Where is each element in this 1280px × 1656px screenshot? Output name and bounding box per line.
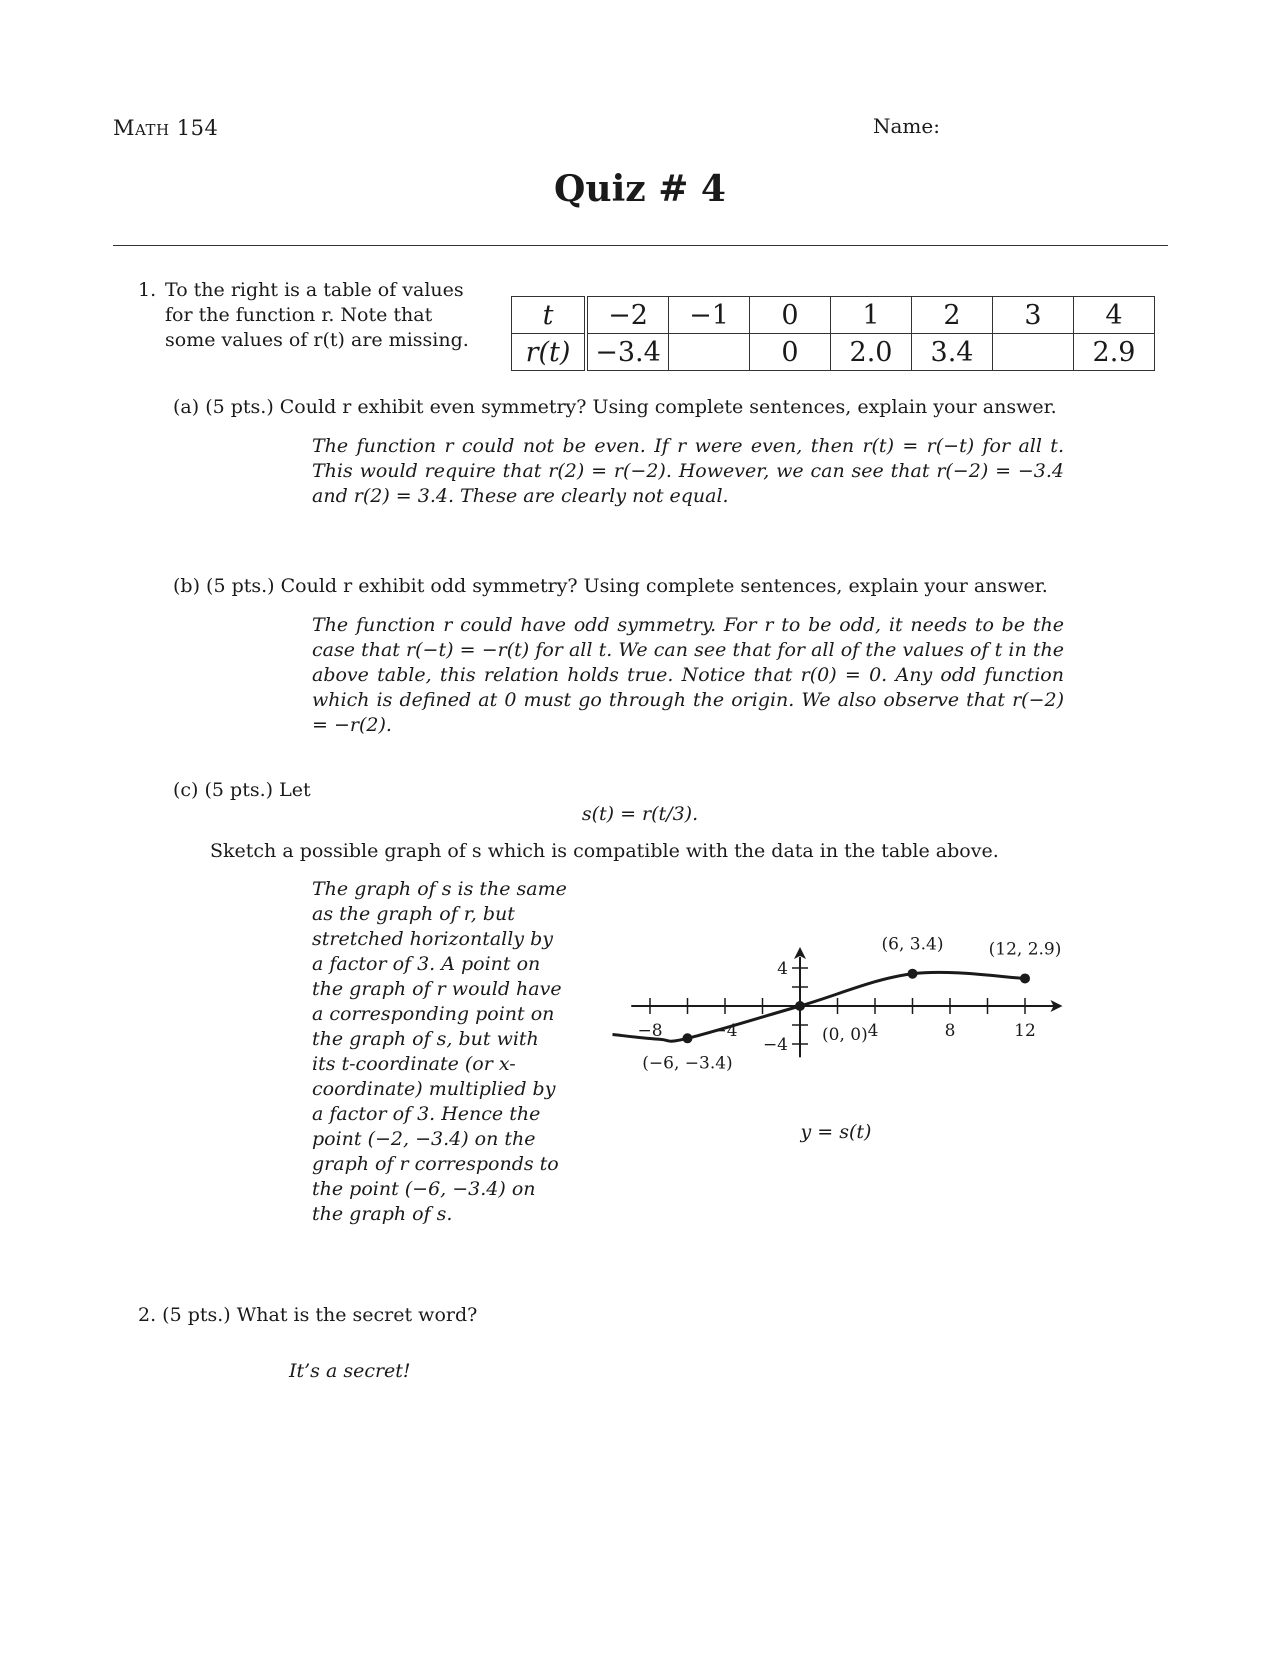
table-cell: 4 bbox=[1074, 297, 1155, 334]
table-row-r bbox=[512, 334, 1155, 371]
problem-2-question: 2. (5 pts.) What is the secret word? bbox=[138, 1304, 478, 1326]
data-point bbox=[908, 969, 918, 979]
x-tick-label: −4 bbox=[712, 1021, 738, 1041]
x-tick-label: 4 bbox=[867, 1021, 879, 1041]
y-tick-label: −4 bbox=[762, 1035, 788, 1055]
sketch-graph bbox=[600, 880, 1070, 1180]
problem-number: 1. bbox=[138, 279, 157, 301]
row-label-t: t bbox=[512, 297, 587, 334]
part-c-question: (c) (5 pts.) Let bbox=[173, 779, 311, 801]
table-cell: −3.4 bbox=[586, 334, 669, 371]
data-point bbox=[683, 1033, 693, 1043]
row-label-r: r(t) bbox=[512, 334, 587, 371]
part-c-answer: The graph of s is the same as the graph of r, but stretched horizontally by a factor of 3. A point on the graph of r would have a corresponding point on the graph of s, but with its t-coordinate (or x-coordinate) multiplied by a factor of 3. Hence the point (−2, −3.4) on the graph of r corresponds to the point (−6, −3.4) on the graph of s. bbox=[312, 878, 567, 1225]
table-cell: −1 bbox=[669, 297, 750, 334]
graph-caption: y = s(t) bbox=[800, 1121, 872, 1143]
name-label: Name: bbox=[873, 114, 940, 138]
data-point bbox=[1020, 973, 1030, 983]
x-tick-label: 12 bbox=[1014, 1021, 1036, 1041]
table-cell bbox=[669, 334, 750, 371]
table-cell: 0 bbox=[750, 297, 831, 334]
x-tick-label: −8 bbox=[637, 1021, 663, 1041]
table-cell: 2.9 bbox=[1074, 334, 1155, 371]
table-cell: −2 bbox=[586, 297, 669, 334]
part-c-instruction: Sketch a possible graph of s which is compatible with the data in the table above. bbox=[210, 840, 999, 862]
part-b-answer: The function r could have odd symmetry. For r to be odd, it needs to be the case that r(−t) = −r(t) for all t. We can see that for all of the values of t in the above table, this relation holds true. Notice that r(0) = 0. Any odd function which is defined at 0 must go through the origin. We also observe that r(−2) = −r(2). bbox=[312, 614, 1064, 736]
table-cell: 2 bbox=[912, 297, 993, 334]
table-cell: 2.0 bbox=[831, 334, 912, 371]
header-divider bbox=[113, 245, 1168, 246]
table-cell: 3 bbox=[993, 297, 1074, 334]
values-table bbox=[511, 296, 1155, 371]
table-cell bbox=[993, 334, 1074, 371]
point-label: (−6, −3.4) bbox=[642, 1053, 733, 1074]
part-a-question: (a) (5 pts.) Could r exhibit even symmetry? Using complete sentences, explain your answer. bbox=[173, 396, 1057, 418]
course-name: Math 154 bbox=[113, 116, 219, 140]
table-cell: 0 bbox=[750, 334, 831, 371]
point-label: (0, 0) bbox=[822, 1025, 868, 1045]
problem-1-text: To the right is a table of values for the function r. Note that some values of r(t) are missing. bbox=[165, 279, 469, 351]
part-a-answer: The function r could not be even. If r were even, then r(t) = r(−t) for all t. This would require that r(2) = r(−2). However, we can see that r(−2) = −3.4 and r(2) = 3.4. These are clearly not equal. bbox=[312, 435, 1064, 507]
table-cell: 3.4 bbox=[912, 334, 993, 371]
data-point bbox=[795, 1001, 805, 1011]
table-cell: 1 bbox=[831, 297, 912, 334]
y-tick-label: 4 bbox=[777, 959, 788, 979]
part-b-question: (b) (5 pts.) Could r exhibit odd symmetry? Using complete sentences, explain your answer. bbox=[173, 575, 1048, 597]
point-label: (6, 3.4) bbox=[881, 934, 944, 955]
table-row-t bbox=[512, 297, 1155, 334]
page-title: Quiz # 4 bbox=[554, 168, 726, 210]
x-tick-label: 8 bbox=[944, 1021, 956, 1041]
problem-2-answer: It’s a secret! bbox=[289, 1360, 411, 1382]
point-label: (12, 2.9) bbox=[988, 939, 1062, 960]
part-c-equation: s(t) = r(t/3). bbox=[581, 803, 699, 825]
